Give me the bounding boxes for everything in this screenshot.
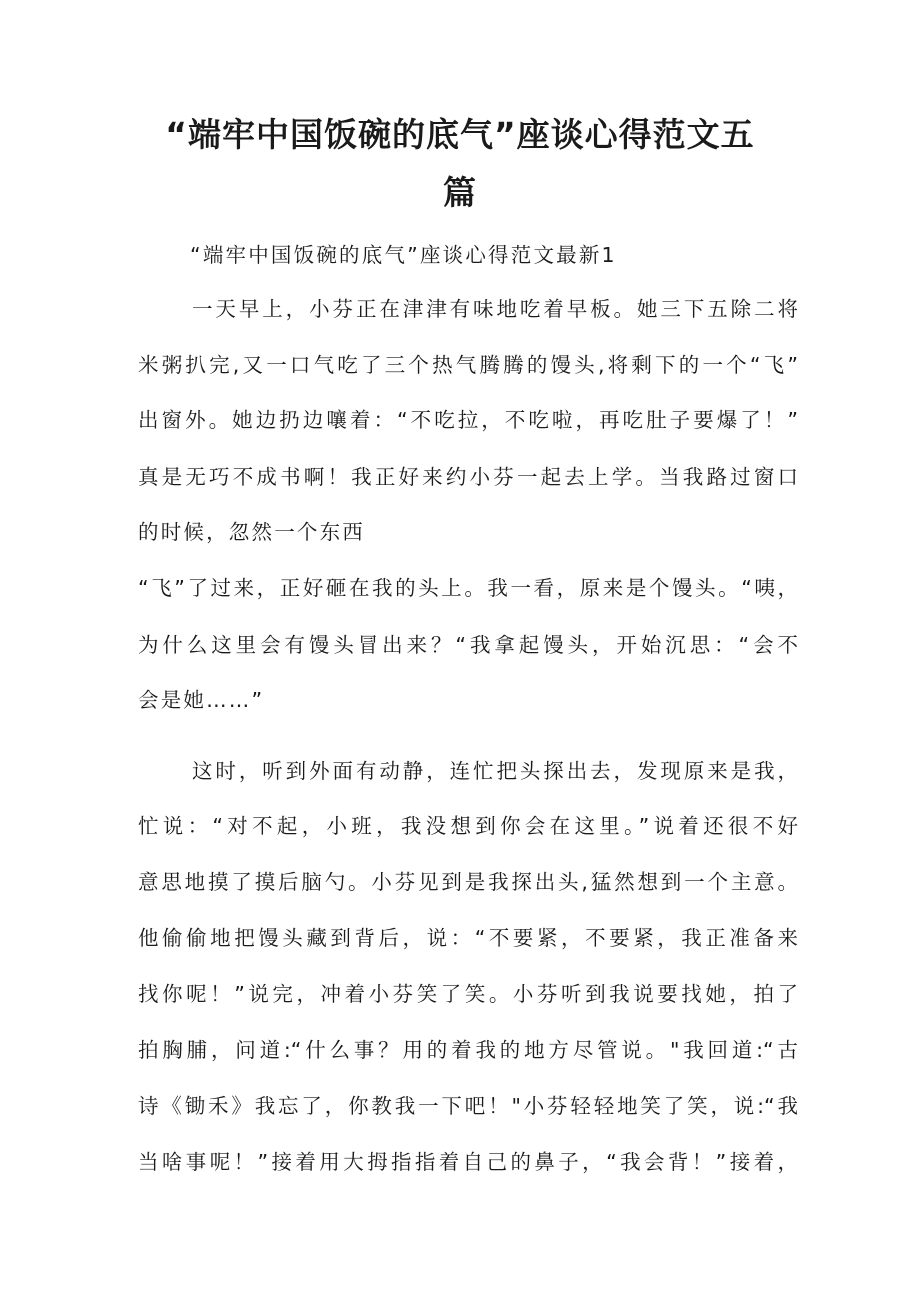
document-title-line-2: 篇 [443, 173, 477, 212]
paragraph-3-line-6: 拍胸脯，问道:“什么事？用的着我的地方尽管说。"我回道:“古 [138, 1038, 798, 1062]
paragraph-3-line-4: 他偷偷地把馒头藏到背后，说：“不要紧，不要紧，我正准备来 [138, 926, 798, 950]
paragraph-1-line-5: 的时候，忽然一个东西 [138, 520, 365, 544]
paragraph-3-line-2: 忙说：“对不起，小班，我没想到你会在这里。”说着还很不好 [138, 814, 798, 838]
paragraph-3-line-3: 意思地摸了摸后脑勺。小芬见到是我探出头,猛然想到一个主意。 [138, 870, 798, 894]
section-heading: “端牢中国饭碗的底气”座谈心得范文最新1 [190, 243, 617, 267]
paragraph-1-line-3: 出窗外。她边扔边嚷着：“不吃拉，不吃啦，再吃肚子要爆了！” [138, 408, 798, 432]
paragraph-3-line-1: 这时，听到外面有动静，连忙把头探出去，发现原来是我， [192, 759, 798, 783]
document-title-line-1: “端牢中国饭碗的底气”座谈心得范文五 [165, 115, 755, 154]
paragraph-1-line-2: 米粥扒完,又一口气吃了三个热气腾腾的馒头,将剩下的一个“飞” [138, 353, 798, 377]
paragraph-3-line-8: 当啥事呢！”接着用大拇指指着自己的鼻子，“我会背！”接着， [138, 1150, 798, 1174]
paragraph-2-line-2: 为什么这里会有馒头冒出来？“我拿起馒头，开始沉思：“会不 [138, 633, 798, 657]
paragraph-2-line-1: “飞”了过来，正好砸在我的头上。我一看，原来是个馒头。“咦， [138, 576, 798, 600]
paragraph-2-line-3: 会是她……” [138, 688, 265, 712]
paragraph-1-line-4: 真是无巧不成书啊！我正好来约小芬一起去上学。当我路过窗口 [138, 465, 798, 489]
paragraph-3-line-5: 找你呢！”说完，冲着小芬笑了笑。小芬听到我说要找她，拍了 [138, 982, 798, 1006]
paragraph-3-line-7: 诗《锄禾》我忘了，你教我一下吧！"小芬轻轻地笑了笑，说:“我 [138, 1094, 798, 1118]
paragraph-1-line-1: 一天早上，小芬正在津津有味地吃着早板。她三下五除二将 [192, 297, 798, 321]
